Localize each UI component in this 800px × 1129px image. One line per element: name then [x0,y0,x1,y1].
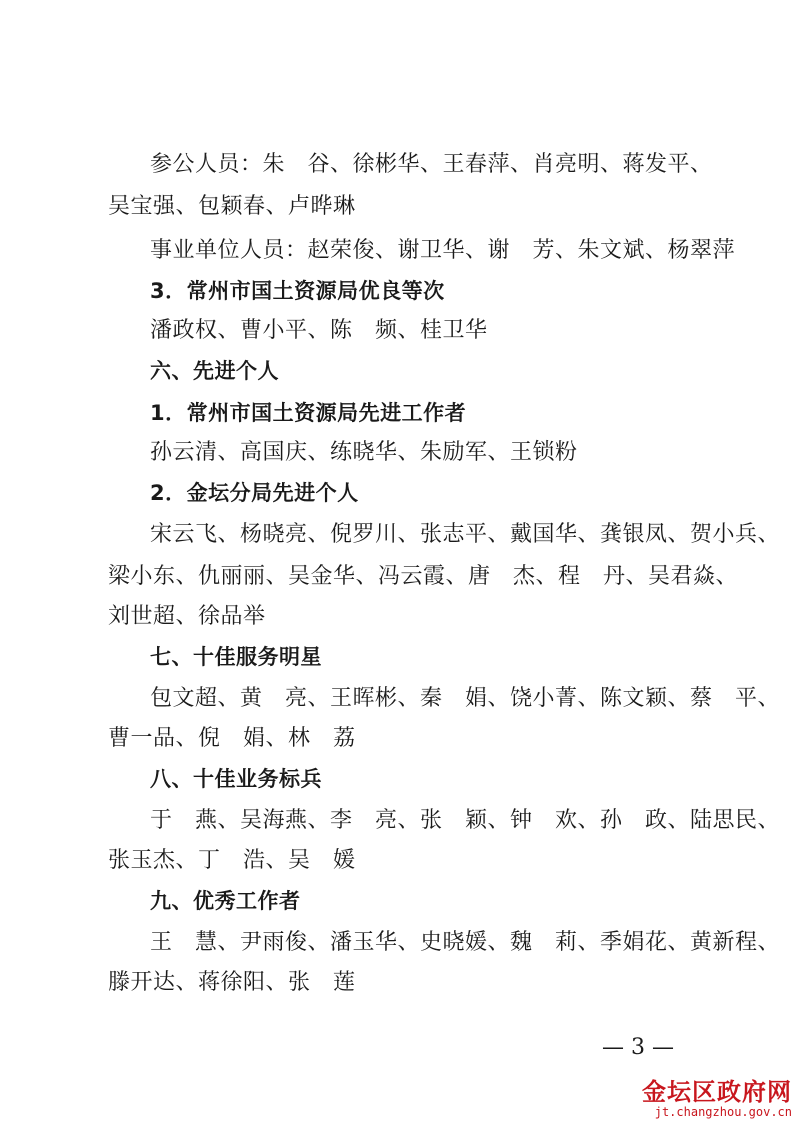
watermark-url: jt.changzhou.gov.cn [654,1105,792,1119]
text-line: 于 燕、吴海燕、李 亮、张 颖、钟 欢、孙 政、陆思民、 [150,808,781,833]
text-line: 梁小东、仇丽丽、吴金华、冯云霞、唐 杰、程 丹、吴君焱、 [108,564,739,589]
section-heading: 九、优秀工作者 [150,889,301,913]
text-line: 孙云清、高国庆、练晓华、朱励军、王锁粉 [150,440,578,465]
text-line: 宋云飞、杨晓亮、倪罗川、张志平、戴国华、龚银凤、贺小兵、 [150,522,781,547]
section-heading: 七、十佳服务明星 [150,645,322,669]
watermark-title: 金坛区政府网 [642,1078,792,1106]
text-line: 张玉杰、丁 浩、吴 媛 [108,848,356,873]
text-line: 参公人员：朱 谷、徐彬华、王春萍、肖亮明、蒋发平、 [150,152,713,177]
section-heading: 3．常州市国土资源局优良等次 [150,279,445,303]
site-watermark [642,1079,792,1119]
text-line: 王 慧、尹雨俊、潘玉华、史晓媛、魏 莉、季娟花、黄新程、 [150,930,781,955]
section-heading: 2．金坛分局先进个人 [150,481,359,505]
text-line: 曹一品、倪 娟、林 荔 [108,726,356,751]
text-line: 事业单位人员：赵荣俊、谢卫华、谢 芳、朱文斌、杨翠萍 [150,238,736,263]
section-heading: 八、十佳业务标兵 [150,767,322,791]
section-heading: 六、先进个人 [150,359,279,383]
section-heading: 1．常州市国土资源局先进工作者 [150,401,467,425]
page-number: — 3 — [602,1035,674,1060]
text-line: 包文超、黄 亮、王晖彬、秦 娟、饶小菁、陈文颖、蔡 平、 [150,686,781,711]
text-line: 刘世超、徐品举 [108,604,266,629]
text-line: 吴宝强、包颖春、卢晔琳 [108,194,356,219]
text-line: 潘政权、曹小平、陈 频、桂卫华 [150,318,488,343]
text-line: 滕开达、蒋徐阳、张 莲 [108,970,356,995]
